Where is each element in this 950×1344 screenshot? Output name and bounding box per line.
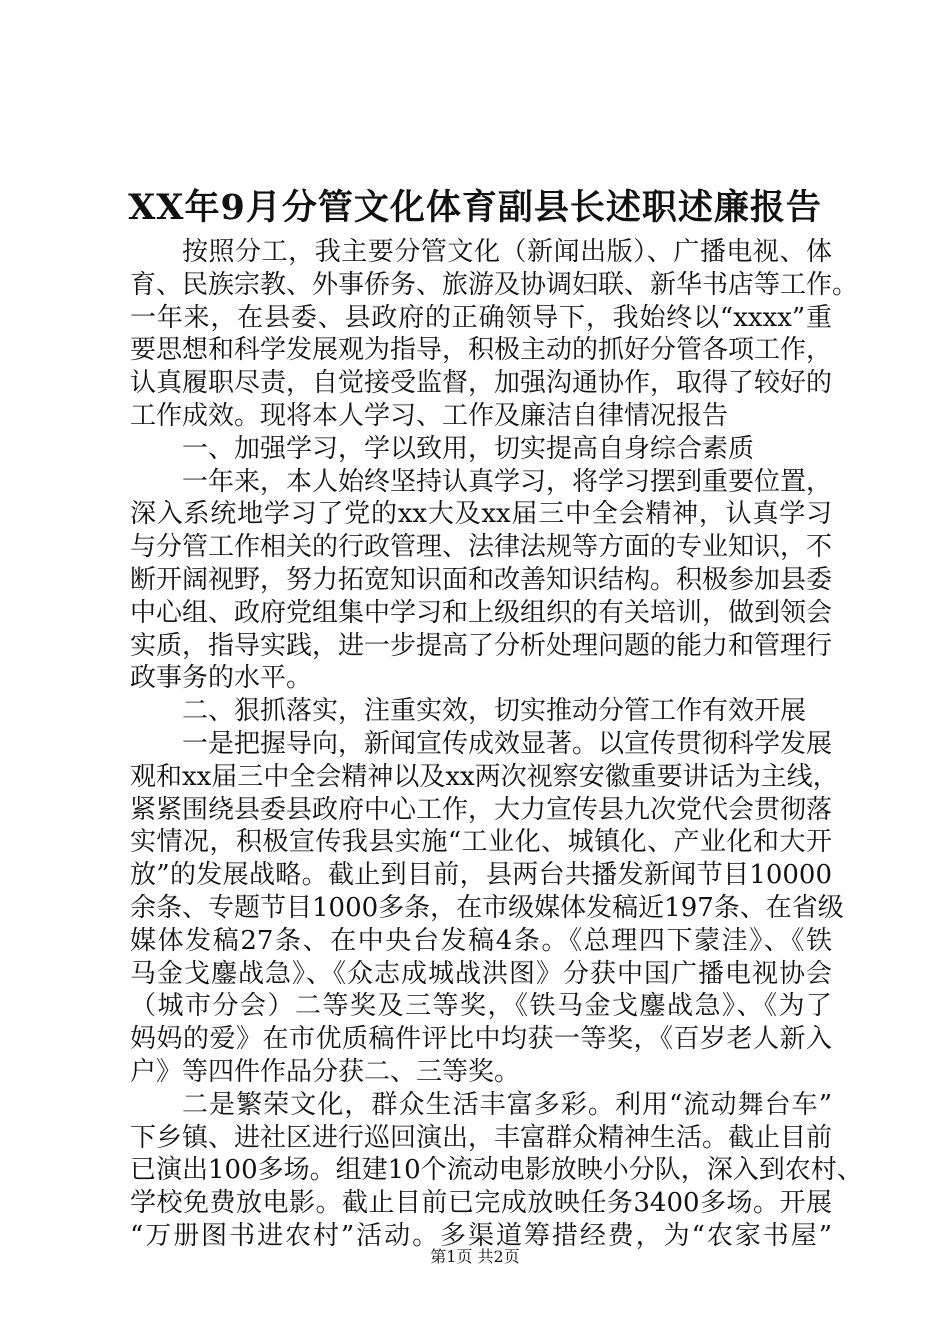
text-line: 二、狠抓落实，注重实效，切实推动分管工作有效开展 <box>182 696 807 727</box>
text-line: 按照分工，我主要分管文化（新闻出版）、广播电视、体 <box>182 237 832 267</box>
text-line: 工作成效。现将本人学习、工作及廉洁自律情况报告 <box>130 400 729 431</box>
text-line: 户》等四件作品分获二、三等奖。 <box>130 1056 521 1087</box>
text-line: 断开阔视野，努力拓宽知识面和改善知识结构。积极参加县委 <box>130 564 833 595</box>
text-line: 观和xx届三中全会精神以及xx两次视察安徽重要讲话为主线， <box>130 761 839 792</box>
text-line: 要思想和科学发展观为指导，积极主动的抓好分管各项工作， <box>130 335 833 366</box>
text-line: 与分管工作相关的行政管理、法律法规等方面的专业知识，不 <box>130 532 833 563</box>
text-line: 媒体发稿27条、在中央台发稿4条。《总理四下蒙洼》、《铁 <box>130 925 832 956</box>
text-line: 妈妈的爱》在市优质稿件评比中均获一等奖，《百岁老人新入 <box>130 1024 832 1055</box>
text-line: 实情况，积极宣传我县实施“工业化、城镇化、产业化和大开 <box>130 827 832 858</box>
text-line: 余条、专题节目1000多条，在市级媒体发稿近197条、在省级 <box>130 892 844 923</box>
text-line: 一年来，本人始终坚持认真学习，将学习摆到重要位置， <box>182 466 833 497</box>
text-line: 政事务的水平。 <box>130 663 313 694</box>
text-line: （城市分会）二等奖及三等奖，《铁马金戈鏖战急》、《为了 <box>130 991 832 1022</box>
text-line: 已演出100多场。组建10个流动电影放映小分队，深入到农村、 <box>130 1155 863 1186</box>
text-line: 一、加强学习，学以致用，切实提高自身综合素质 <box>182 433 755 464</box>
text-line: 二是繁荣文化，群众生活丰富多彩。利用“流动舞台车” <box>182 1089 832 1120</box>
text-line: 学校免费放电影。截止目前已完成放映任务3400多场。开展 <box>130 1188 832 1219</box>
text-line: 一年来，在县委、县政府的正确领导下，我始终以“xxxx”重 <box>130 302 832 333</box>
text-line: 认真履职尽责，自觉接受监督，加强沟通协作，取得了较好的 <box>130 368 833 399</box>
text-line: 实质，指导实践，进一步提高了分析处理问题的能力和管理行 <box>130 630 833 661</box>
text-line: 马金戈鏖战急》、《众志成城战洪图》分获中国广播电视协会 <box>130 958 832 989</box>
text-line: “万册图书进农村”活动。多渠道筹措经费，为“农家书屋” <box>130 1220 832 1251</box>
page-footer: 第1页 共2页 <box>430 1247 520 1266</box>
text-line: 深入系统地学习了党的xx大及xx届三中全会精神，认真学习 <box>130 499 832 530</box>
text-line: 中心组、政府党组集中学习和上级组织的有关培训，做到领会 <box>130 597 833 628</box>
text-line: 下乡镇、进社区进行巡回演出，丰富群众精神生活。截止目前 <box>130 1122 833 1153</box>
text-line: 育、民族宗教、外事侨务、旅游及协调妇联、新华书店等工作。 <box>130 269 859 300</box>
text-line: 放”的发展战略。截止到目前，县两台共播发新闻节目10000 <box>130 860 832 891</box>
document-title: XX年9月分管文化体育副县长述职述廉报告 <box>128 187 822 228</box>
text-line: 紧紧围绕县委县政府中心工作，大力宣传县九次党代会贯彻落 <box>130 794 833 825</box>
text-line: 一是把握导向，新闻宣传成效显著。以宣传贯彻科学发展 <box>182 728 833 759</box>
document-body <box>130 236 863 1253</box>
